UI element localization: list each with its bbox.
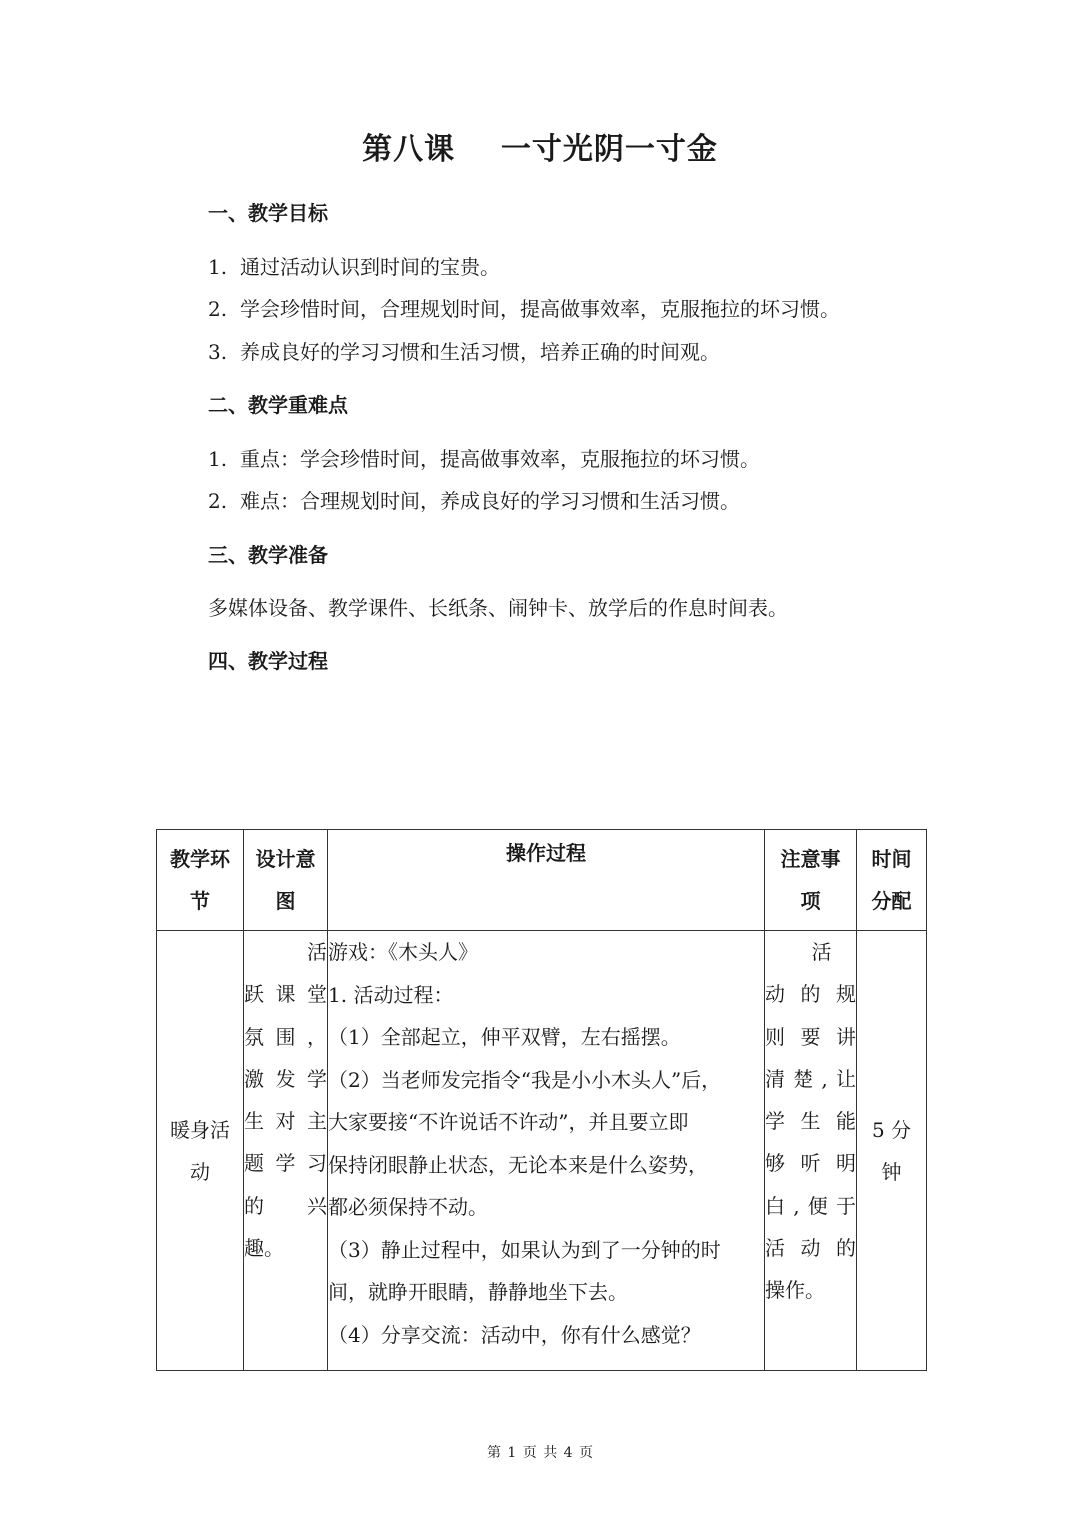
- objective-item: [208, 294, 840, 324]
- operation-line: （3）静止过程中，如果认为到了一分钟的时: [328, 1237, 721, 1262]
- header-operation: [328, 830, 765, 931]
- operation-line: 保持闭眼静止状态，无论本来是什么姿势，: [328, 1152, 708, 1177]
- cell-line: 暖身活: [170, 1117, 230, 1142]
- header-line: 图: [275, 889, 296, 913]
- operation-line: （1）全部起立，伸平双臂，左右摇摆。: [328, 1025, 681, 1049]
- table-header-row: [157, 830, 927, 931]
- cell-operation: [328, 931, 765, 1371]
- operation-line: 1. 活动过程：: [328, 982, 454, 1007]
- item-number: 3.: [208, 340, 228, 364]
- teaching-process-table: [156, 829, 927, 1371]
- operation-line: 都必须保持不动。: [328, 1195, 488, 1219]
- header-line: 设计意: [255, 847, 316, 871]
- section-heading-process: 四、教学过程: [208, 649, 328, 673]
- header-stage: [157, 830, 244, 931]
- header-line: 分配: [871, 889, 912, 913]
- operation-line: 间，就睁开眼睛，静静地坐下去。: [328, 1280, 628, 1304]
- operation-line: 大家要接“不许说话不许动”，并且要立即: [328, 1110, 689, 1134]
- cell-line: 激发学: [244, 1066, 327, 1091]
- cell-line: 氛围，: [244, 1024, 327, 1049]
- objective-item: [208, 252, 500, 282]
- page-title: 第八课 一寸光阴一寸金: [362, 132, 718, 167]
- cell-time: [857, 931, 927, 1371]
- cell-line: 活: [811, 940, 832, 964]
- cell-stage: [157, 931, 244, 1371]
- header-design: [244, 830, 328, 931]
- header-time: [857, 830, 927, 931]
- table-row: [157, 931, 927, 1371]
- cell-line: 题学习: [244, 1151, 327, 1176]
- header-line: 操作过程: [506, 841, 586, 865]
- section-heading-preparation: 三、教学准备: [208, 543, 328, 567]
- operation-line: （2）当老师发完指令“我是小小木头人”后，: [328, 1067, 722, 1092]
- cell-line: 跃课堂: [244, 982, 327, 1007]
- cell-line: 生对主: [244, 1109, 327, 1134]
- cell-notes: [765, 931, 857, 1371]
- header-line: 注意事: [780, 847, 841, 871]
- header-notes: [765, 830, 857, 931]
- objective-item: [208, 337, 720, 367]
- item-text: 难点：合理规划时间，养成良好的学习习惯和生活习惯。: [240, 489, 740, 513]
- page-footer: 第 1 页 共 4 页: [486, 1445, 594, 1461]
- item-text: 学会珍惜时间，合理规划时间，提高做事效率，克服拖拉的坏习惯。: [240, 297, 840, 321]
- cell-line: 趣。: [244, 1236, 284, 1261]
- item-text: 养成良好的学习习惯和生活习惯，培养正确的时间观。: [240, 340, 720, 364]
- cell-line: 白,便于: [765, 1193, 856, 1218]
- cell-line: 活: [307, 940, 327, 964]
- operation-line: 游戏：《木头人》: [328, 940, 478, 964]
- header-line: 教学环: [170, 847, 230, 871]
- item-text: 重点：学会珍惜时间，提高做事效率，克服拖拉的坏习惯。: [240, 447, 760, 471]
- section-heading-key-points: 二、教学重难点: [208, 393, 348, 417]
- item-text: 通过活动认识到时间的宝贵。: [240, 255, 500, 279]
- item-number: 1.: [208, 255, 228, 279]
- cell-line: 活动的: [765, 1236, 856, 1261]
- cell-line: 的 兴: [244, 1193, 327, 1218]
- cell-design: [244, 931, 328, 1371]
- key-point-item: [208, 444, 760, 474]
- item-number: 1.: [208, 447, 228, 471]
- cell-line: 学生能: [765, 1109, 856, 1134]
- operation-line: （4）分享交流：活动中，你有什么感觉？: [328, 1322, 701, 1347]
- header-line: 节: [190, 889, 210, 913]
- cell-line: 5 分: [871, 1117, 912, 1142]
- cell-line: 清楚,让: [765, 1066, 856, 1091]
- item-number: 2.: [208, 489, 228, 513]
- header-line: 项: [800, 889, 821, 913]
- item-number: 2.: [208, 297, 228, 321]
- cell-line: 则要讲: [765, 1024, 856, 1049]
- cell-line: 操作。: [765, 1278, 825, 1303]
- cell-line: 够听明: [765, 1151, 856, 1176]
- cell-line: 动: [190, 1159, 210, 1184]
- cell-line: 动的规: [765, 982, 856, 1007]
- cell-line: 钟: [881, 1159, 902, 1184]
- header-line: 时间: [871, 847, 912, 871]
- key-point-item: [208, 486, 740, 516]
- preparation-text: 多媒体设备、教学课件、长纸条、闹钟卡、放学后的作息时间表。: [208, 596, 788, 620]
- section-heading-objectives: 一、教学目标: [208, 201, 328, 225]
